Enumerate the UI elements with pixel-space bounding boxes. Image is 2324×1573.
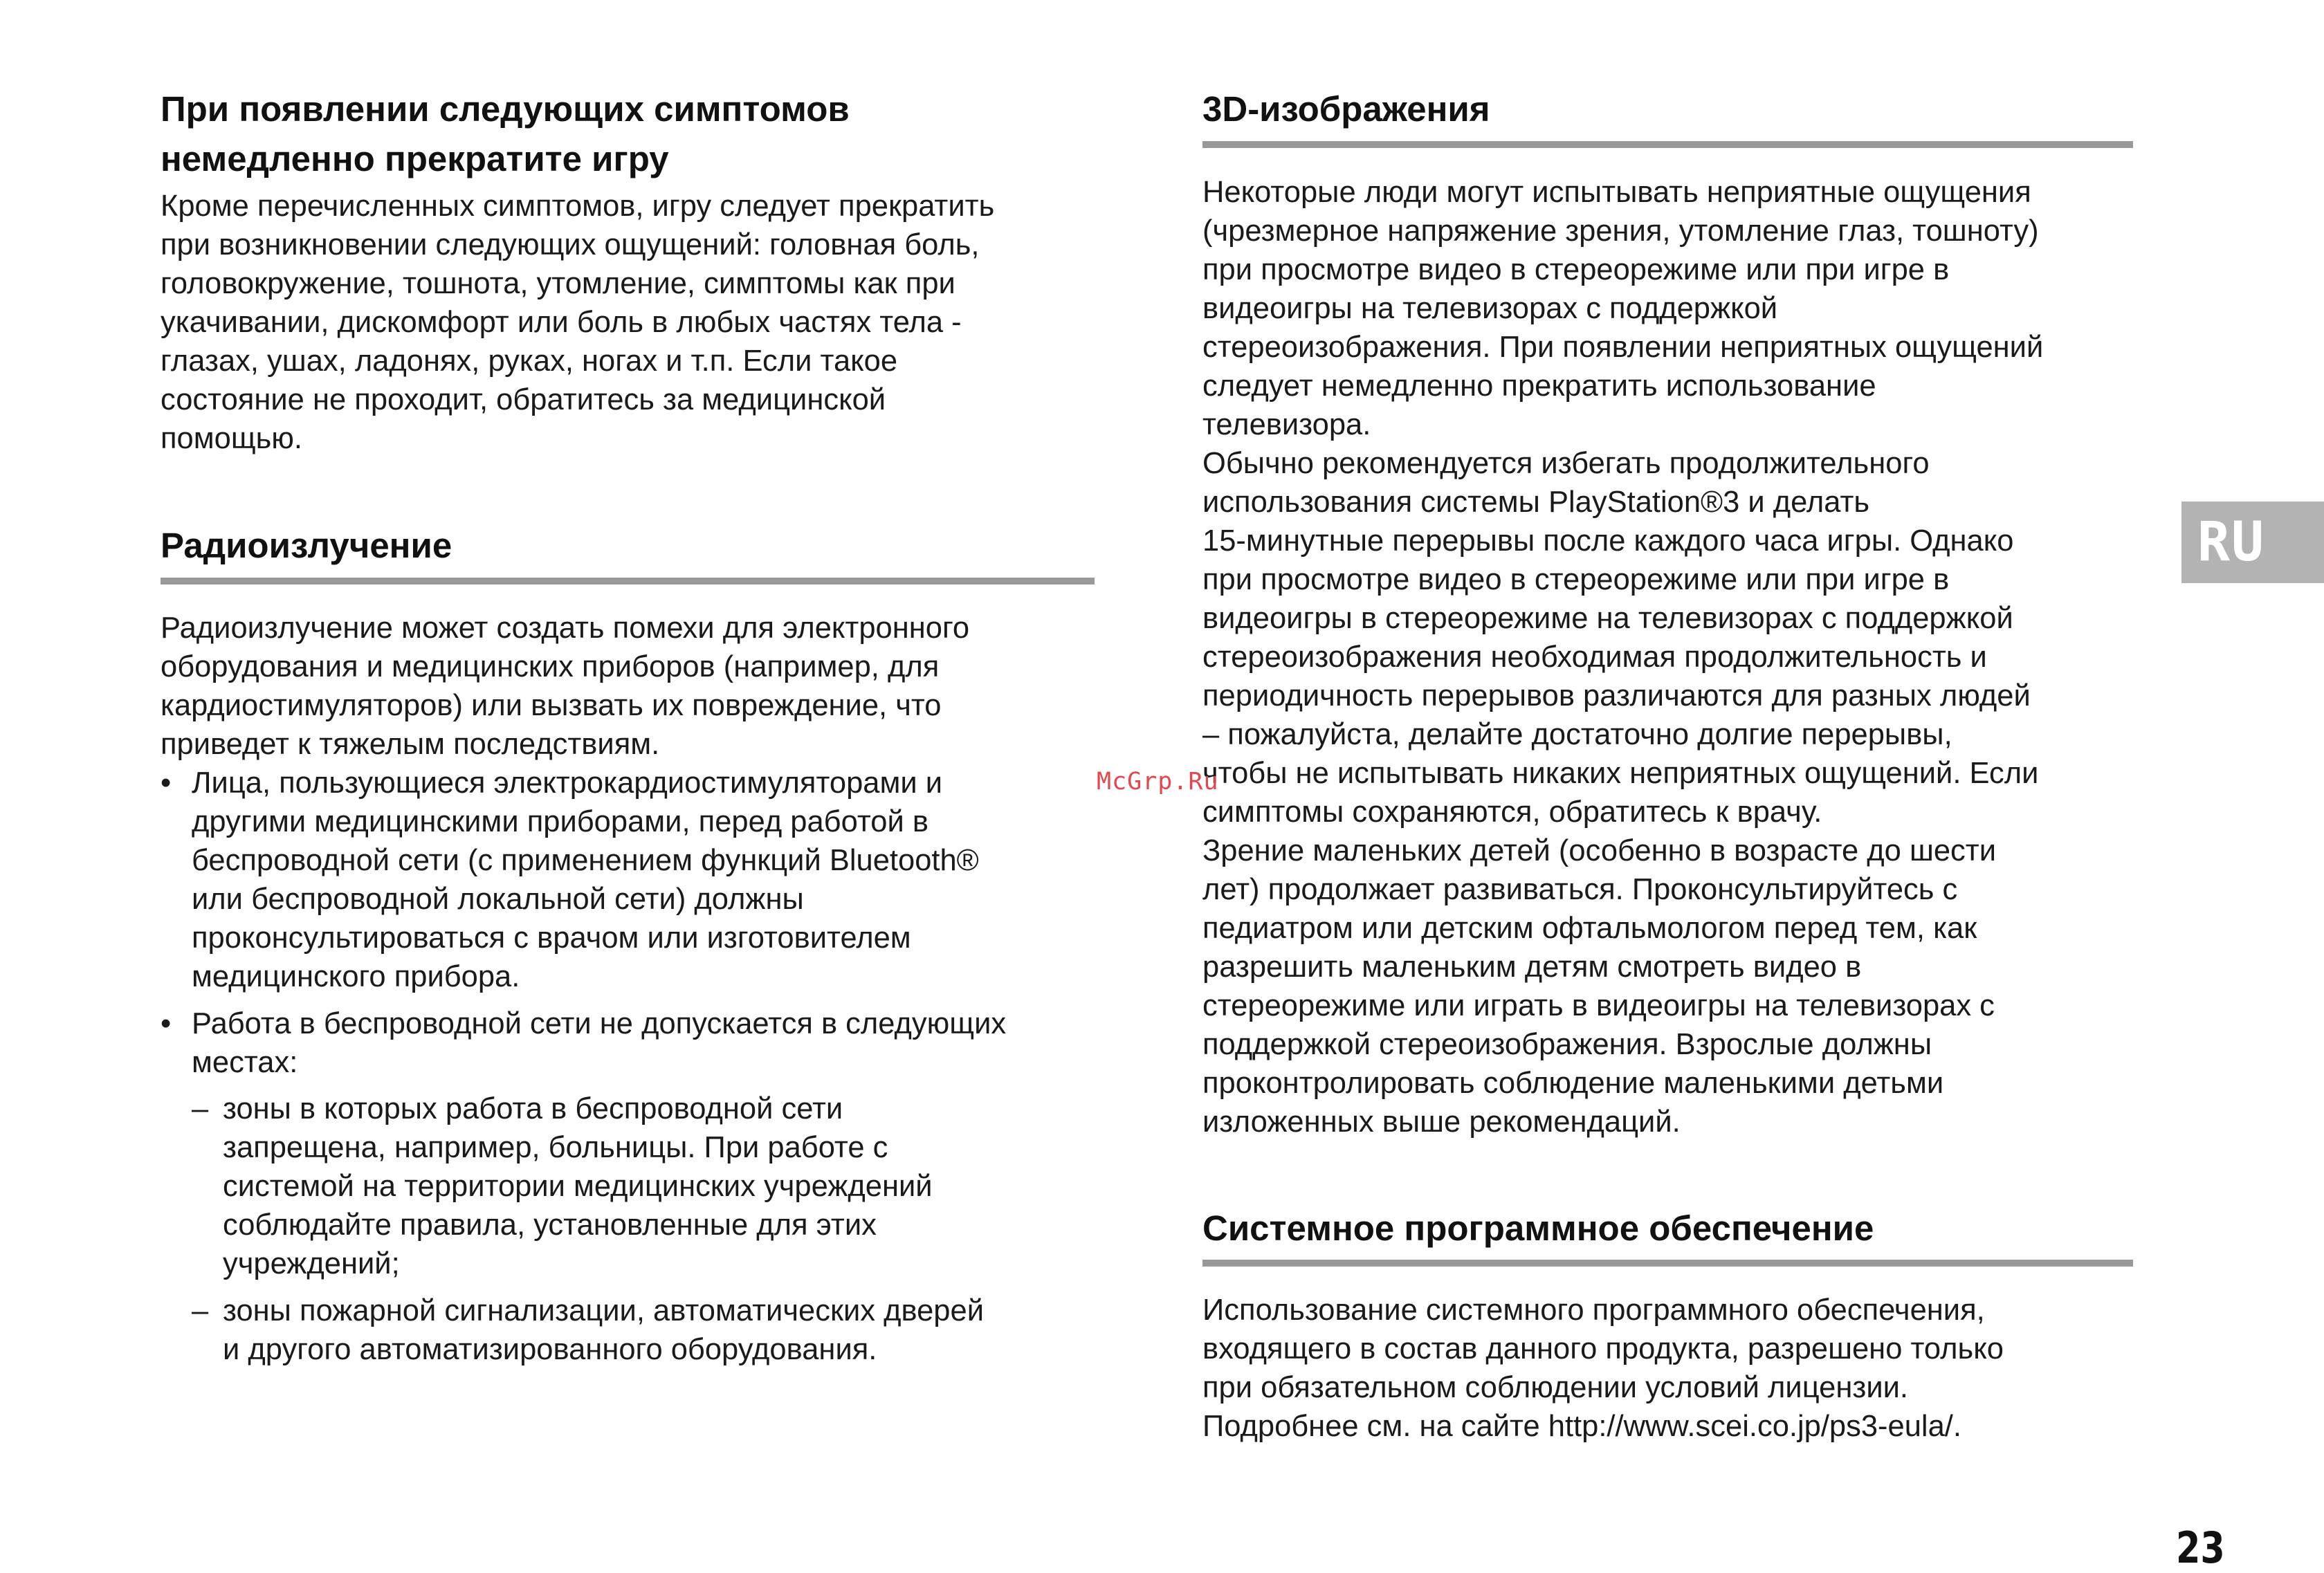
- text-line: 15-минутные перерывы после каждого часа игры. Однако: [1202, 524, 2014, 558]
- dash-item-hospitals: [192, 1089, 1091, 1283]
- dash-item-fire-alarms: [192, 1291, 1091, 1369]
- text-line: приведет к тяжелым последствиям.: [161, 728, 660, 761]
- text-line: Использование системного программного обеспечения,: [1202, 1294, 1985, 1327]
- section-divider: [1202, 141, 2133, 148]
- text-line: чтобы не испытывать никаких неприятных ощущений. Если: [1202, 757, 2039, 790]
- text-line: при просмотре видео в стереорежиме или при игре в: [1202, 253, 1950, 286]
- text-line: состояние не проходит, обратитесь за медицинской: [161, 383, 886, 416]
- language-tab: RU: [2181, 502, 2324, 583]
- text-line: головокружение, тошнота, утомление, симптомы как при: [161, 267, 955, 300]
- text-line: Обычно рекомендуется избегать продолжительного: [1202, 447, 1930, 480]
- text-line: Кроме перечисленных симптомов, игру следует прекратить: [161, 190, 995, 223]
- text-line: периодичность перерывов различаются для разных людей: [1202, 679, 2031, 712]
- bullet-item-pacemaker: [161, 764, 1095, 996]
- section-heading-3d: [1202, 84, 1490, 134]
- bullet-mark: •: [161, 1007, 172, 1040]
- dash-text: [223, 1291, 984, 1369]
- text-line: соблюдайте правила, установленные для этих: [223, 1208, 877, 1242]
- text-line: стереоизображения необходимая продолжительность и: [1202, 641, 1987, 674]
- text-line: или беспроводной локальной сети) должны: [192, 883, 804, 916]
- text-line: видеоигры на телевизорах с поддержкой: [1202, 292, 1778, 325]
- text-line: и другого автоматизированного оборудования.: [223, 1333, 877, 1366]
- text-line: системой на территории медицинских учреждений: [223, 1170, 933, 1203]
- text-line: проконтролировать соблюдение маленькими детьми: [1202, 1067, 1944, 1100]
- text-line: беспроводной сети (с применением функций Bluetooth®: [192, 844, 979, 877]
- section-heading-radio: [161, 521, 452, 571]
- text-line: видеоигры в стереорежиме на телевизорах с поддержкой: [1202, 602, 2013, 635]
- text-line: помощью.: [161, 422, 303, 455]
- text-line: при просмотре видео в стереорежиме или при игре в: [1202, 563, 1950, 596]
- radio-paragraph: [161, 609, 969, 764]
- text-line: симптомы сохраняются, обратитесь к врачу.: [1202, 795, 1822, 829]
- text-line: учреждений;: [223, 1247, 400, 1280]
- bullet-text: [192, 764, 979, 996]
- heading-line: Системное программное обеспечение: [1202, 1208, 1874, 1248]
- section-divider: [1202, 1260, 2133, 1267]
- watermark: McGrp.Ru: [1097, 768, 1219, 795]
- bullet-text: [192, 1004, 1006, 1082]
- text-line: – пожалуйста, делайте достаточно долгие перерывы,: [1202, 718, 1952, 751]
- text-line: другими медицинскими приборами, перед работой в: [192, 805, 928, 838]
- section-divider: [161, 578, 1095, 585]
- text-line: Зрение маленьких детей (особенно в возрасте до шести: [1202, 834, 1997, 867]
- page-number: 23: [2176, 1523, 2225, 1573]
- text-line: запрещена, например, больницы. При работе с: [223, 1131, 888, 1164]
- text-line: педиатром или детским офтальмологом перед тем, как: [1202, 912, 1977, 945]
- section-heading-symptoms: [161, 84, 850, 184]
- text-line: изложенных выше рекомендаций.: [1202, 1105, 1681, 1139]
- bullet-mark: •: [161, 766, 172, 800]
- text-line: зоны в которых работа в беспроводной сети: [223, 1092, 843, 1125]
- dash-text: [223, 1089, 933, 1283]
- text-line: лет) продолжает развиваться. Проконсультируйтесь с: [1202, 873, 1958, 906]
- text-line: укачивании, дискомфорт или боль в любых частях тела -: [161, 306, 962, 339]
- text-line: оборудования и медицинских приборов (например, для: [161, 650, 940, 683]
- text-line: входящего в состав данного продукта, разрешено только: [1202, 1332, 2004, 1365]
- text-line: телевизора.: [1202, 408, 1371, 441]
- text-line: использования системы PlayStation®3 и делать: [1202, 486, 1870, 519]
- text-line: Лица, пользующиеся электрокардиостимуляторами и: [192, 766, 943, 800]
- text-line: Подробнее см. на сайте http://www.scei.co.jp/ps3-eula/.: [1202, 1410, 1961, 1443]
- text-line: зоны пожарной сигнализации, автоматических дверей: [223, 1294, 984, 1327]
- system-software-paragraph: [1202, 1291, 2004, 1446]
- text-line: при обязательном соблюдении условий лицензии.: [1202, 1371, 1908, 1404]
- text-line: Работа в беспроводной сети не допускается в следующих: [192, 1007, 1007, 1040]
- bullet-item-prohibited-places: [161, 1004, 1095, 1082]
- text-line: (чрезмерное напряжение зрения, утомление глаз, тошноту): [1202, 214, 2039, 248]
- dash-mark: –: [192, 1294, 209, 1327]
- text-line: стереоизображения. При появлении неприятных ощущений: [1202, 331, 2044, 364]
- text-line: проконсультироваться с врачом или изготовителем: [192, 921, 911, 955]
- text-line: местах:: [192, 1046, 298, 1079]
- heading-line: немедленно прекратите игру: [161, 139, 669, 178]
- text-line: разрешить маленьким детям смотреть видео в: [1202, 950, 1862, 984]
- text-line: следует немедленно прекратить использование: [1202, 369, 1876, 403]
- heading-line: Радиоизлучение: [161, 526, 452, 565]
- heading-line: При появлении следующих симптомов: [161, 89, 850, 129]
- text-line: Радиоизлучение может создать помехи для электронного: [161, 611, 970, 645]
- 3d-paragraph: [1202, 173, 2043, 1141]
- symptoms-paragraph: [161, 187, 994, 458]
- text-line: при возникновении следующих ощущений: головная боль,: [161, 228, 980, 261]
- text-line: поддержкой стереоизображения. Взрослые должны: [1202, 1028, 1932, 1061]
- text-line: медицинского прибора.: [192, 960, 520, 993]
- text-line: кардиостимуляторов) или вызвать их повреждение, что: [161, 689, 942, 722]
- section-heading-system-software: [1202, 1204, 1874, 1253]
- text-line: Некоторые люди могут испытывать неприятные ощущения: [1202, 176, 2031, 209]
- text-line: стереорежиме или играть в видеоигры на телевизорах с: [1202, 989, 1995, 1022]
- text-line: глазах, ушах, ладонях, руках, ногах и т.п. Если такое: [161, 344, 898, 378]
- dash-mark: –: [192, 1092, 209, 1125]
- heading-line: 3D-изображения: [1202, 89, 1490, 129]
